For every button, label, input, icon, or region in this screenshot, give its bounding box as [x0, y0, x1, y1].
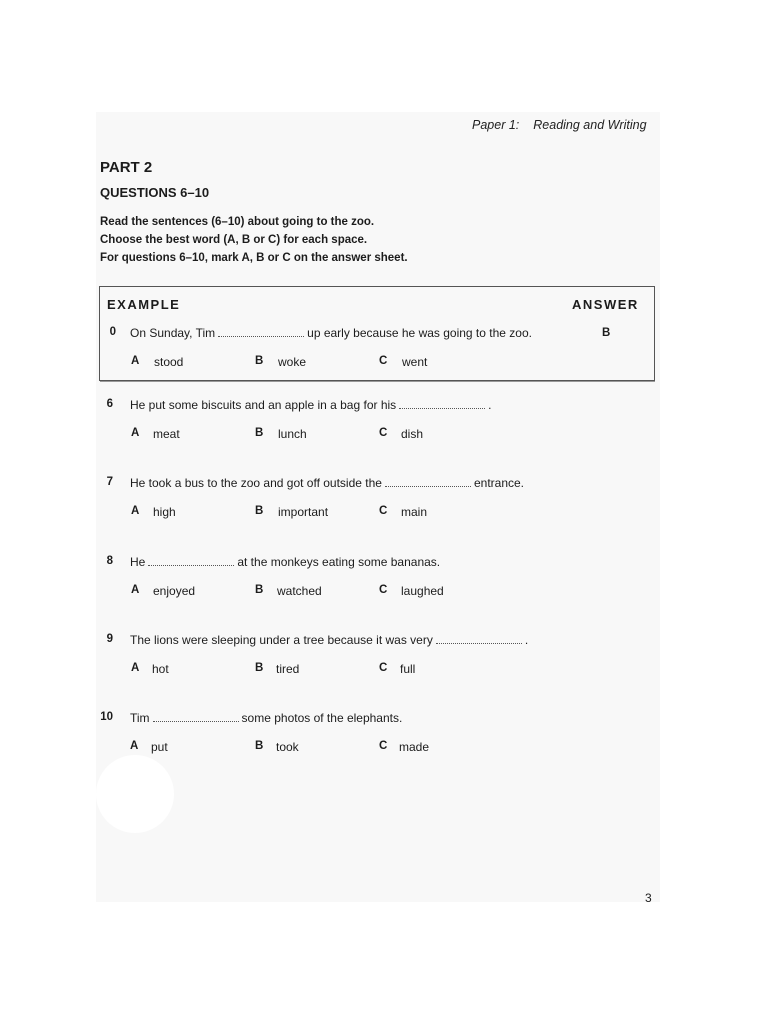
question-number: 8 — [106, 555, 113, 567]
option-letter: A — [131, 662, 140, 674]
blank-space — [153, 712, 239, 722]
instruction-line: Choose the best word (A, B or C) for each space. — [100, 234, 368, 246]
option-word: dish — [401, 427, 424, 441]
instructions — [100, 213, 408, 267]
option-letter: C — [379, 584, 388, 596]
question-sentence — [130, 711, 402, 725]
option-word: full — [400, 662, 416, 676]
blank-space — [148, 556, 234, 566]
sentence-after: at the monkeys eating some bananas. — [237, 555, 441, 569]
sentence-before: He took a bus to the zoo and got off outside the — [130, 476, 382, 490]
option-letter: B — [255, 427, 264, 439]
option-letter: C — [379, 662, 388, 674]
question-sentence — [130, 398, 492, 412]
option-letter: B — [255, 740, 264, 752]
sentence-before: He — [130, 555, 146, 569]
option-letter: C — [379, 740, 388, 752]
blank-space — [218, 327, 304, 337]
section-label: Reading and Writing — [533, 118, 647, 132]
option-letter: B — [255, 505, 264, 517]
example-bottom-rule — [100, 381, 655, 382]
sentence-after: . — [488, 398, 492, 412]
sentence-before: On Sunday, Tim — [130, 326, 216, 340]
sentence-before: He put some biscuits and an apple in a bag for his — [130, 398, 397, 412]
option-word: hot — [152, 662, 169, 676]
example-label: EXAMPLE — [107, 297, 181, 312]
option-letter: A — [130, 740, 139, 752]
example-sentence — [130, 326, 532, 340]
sentence-before: Tim — [130, 711, 150, 725]
option-letter: C — [379, 427, 388, 439]
option-letter: B — [255, 584, 264, 596]
sentence-before: The lions were sleeping under a tree because it was very — [130, 633, 433, 647]
part-title: PART 2 — [100, 159, 153, 176]
page-header — [472, 118, 647, 132]
paper-label: Paper 1: — [472, 118, 520, 132]
option-word: meat — [153, 427, 180, 441]
sentence-after: up early because he was going to the zoo. — [307, 326, 532, 340]
instruction-line: Read the sentences (6–10) about going to the zoo. — [100, 216, 375, 228]
option-word: took — [276, 740, 299, 754]
scan-blemish — [96, 755, 174, 833]
option-word: put — [151, 740, 168, 754]
question-number: 6 — [106, 398, 113, 410]
option-letter: A — [131, 355, 140, 367]
option-word: main — [401, 505, 428, 519]
question-sentence — [130, 633, 528, 647]
option-word: lunch — [278, 427, 307, 441]
option-letter: C — [379, 355, 388, 367]
question-number: 10 — [100, 711, 113, 723]
option-letter: B — [255, 355, 264, 367]
option-word: went — [402, 355, 428, 369]
blank-space — [385, 477, 471, 487]
option-letter: A — [131, 505, 140, 517]
sentence-after: some photos of the elephants. — [241, 711, 403, 725]
question-number: 9 — [106, 633, 113, 645]
option-word: woke — [278, 355, 307, 369]
option-word: watched — [277, 584, 322, 598]
sentence-after: entrance. — [473, 476, 525, 490]
option-letter: A — [131, 584, 140, 596]
option-word: stood — [154, 355, 184, 369]
option-word: made — [399, 740, 430, 754]
question-sentence — [130, 555, 440, 569]
option-word: enjoyed — [153, 584, 196, 598]
option-word: laughed — [401, 584, 444, 598]
example-number: 0 — [109, 326, 116, 338]
question-sentence — [130, 476, 524, 490]
page-number: 3 — [645, 891, 652, 905]
option-letter: A — [131, 427, 140, 439]
option-letter: C — [379, 505, 388, 517]
option-word: tired — [276, 662, 300, 676]
option-word: high — [153, 505, 176, 519]
question-number: 7 — [106, 476, 113, 488]
blank-space — [399, 399, 485, 409]
blank-space — [436, 634, 522, 644]
answer-label: ANSWER — [572, 297, 639, 312]
sentence-after: . — [524, 633, 529, 647]
option-word: important — [278, 505, 329, 519]
option-letter: B — [255, 662, 264, 674]
instruction-line: For questions 6–10, mark A, B or C on the answer sheet. — [100, 252, 408, 264]
example-answer: B — [602, 327, 611, 339]
questions-range: QUESTIONS 6–10 — [100, 185, 210, 200]
